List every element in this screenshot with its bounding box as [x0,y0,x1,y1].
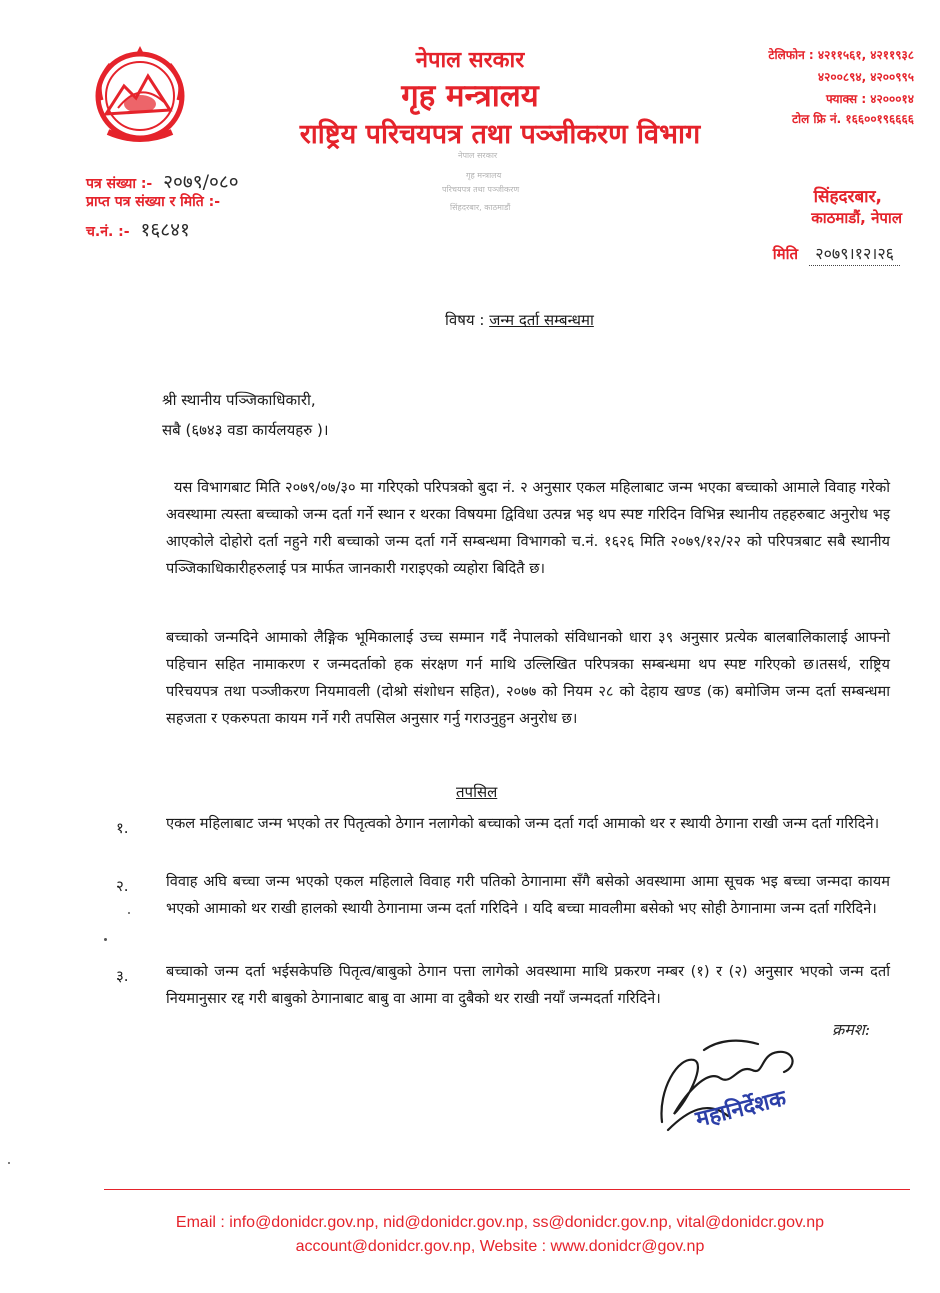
letter-number-label: पत्र संख्या :- [86,176,153,192]
tapasil-heading: तपसिल [456,783,498,801]
ministry-name: गृह मन्त्रालय [401,78,539,114]
scan-speck [104,938,107,941]
recipient-line-2: सबै (६७४३ वडा कार्यलयहरु )। [162,421,329,439]
received-letter-number [86,192,220,211]
fax-number: फ्याक्स : ४२०००१४ [826,92,914,106]
scan-speck [128,912,130,914]
continued-marker: क्रमश: [832,1020,871,1039]
toll-free-number: टोल फ्रि नं. १६६००१९६६६६ [791,112,914,126]
address-line-1: सिंहदरबार, [813,187,882,207]
department-name: राष्ट्रिय परिचयपत्र तथा पञ्जीकरण विभाग [299,119,701,150]
stamp-line-2: गृह मन्त्रालय [466,171,502,180]
letter-number-value: २०७९/०८० [163,171,239,193]
list-item: एकल महिलाबाट जन्म भएको तर पितृत्वको ठेगान नलागेको बच्चाको जन्म दर्ता गर्दा आमाको थर र स्थायी ठेगाना राखी जन्म दर्ता गरिदिने। [166,815,880,832]
telephone-line-2: ४२००८९४, ४२००९९५ [817,70,914,84]
recipient-line-1: श्री स्थानीय पञ्जिकाधिकारी, [162,391,316,409]
stamp-line-4: सिंहदरबार, काठमाडौं [450,203,511,212]
signatory-designation: महानिर्देशक [693,1085,789,1133]
stamp-line-3: परिचयपत्र तथा पञ्जीकरण [442,185,520,194]
dispatch-number-value: १६८४१ [140,219,190,241]
letter-date [773,242,900,264]
footer-divider [104,1189,910,1190]
dispatch-number-label: च.नं. :- [86,224,130,240]
government-name: नेपाल सरकार [415,48,525,73]
footer-website: account@donidcr.gov.np, Website : www.donidcr@gov.np [295,1238,705,1255]
dispatch-number [86,216,190,242]
subject-line [445,310,594,330]
list-item-number: ३. [116,967,129,985]
body-paragraph-1: यस विभागबाट मिति २०७९/०७/३० मा गरिएको परिपत्रको बुदा नं. २ अनुसार एकल महिलाबाट जन्म भएका बच्चाको आमाले विवाह गरेको अवस्थामा त्यस्ता बच्चाको जन्म दर्ता गर्ने स्थान र थरका विषयमा द्विविधा उत्पन्न भइ थप स्पष्ट गरिदिन विभिन्न स्थानीय तहहरुबाट अनुरोध भइ आएकोले दोहोरो दर्ता नहुने गरी बच्चाको जन्म दर्ता गर्ने सम्बन्धमा विभागको च.नं. १६२६ मिति २०७९/१२/२२ को परिपत्रबाट सबै स्थानीय पञ्जिकाधिकारीहरुलाई पत्र मार्फत जानकारी गराइएको व्यहोरा बिदितै छ। [166,479,890,577]
office-stamp [436,144,566,228]
date-label: मिति [772,245,799,263]
scan-speck [8,1162,10,1164]
footer-emails: Email : info@donidcr.gov.np, nid@donidcr.gov.np, ss@donidcr.gov.np, vital@donidcr.gov.np [175,1214,825,1231]
subject-label: विषय : [445,311,485,329]
date-value: २०७९।१२।२६ [809,244,900,266]
list-item: बच्चाको जन्म दर्ता भईसकेपछि पितृत्व/बाबुको ठेगान पत्ता लागेको अवस्थामा माथि प्रकरण नम्बर (१) र (२) अनुसार भएको जन्म दर्ता नियमानुसार रद्द गरी बाबुको ठेगानाबाट बाबु वा आमा वा दुबैको थर राखी नयाँ जन्मदर्ता गरिदिने। [166,963,890,1007]
telephone-line-1: टेलिफोन : ४२११५६१, ४२११९३८ [768,48,914,62]
received-letter-label: प्राप्त पत्र संख्या र मिति :- [86,194,221,210]
stamp-line-1: नेपाल सरकार [458,151,498,160]
list-item-number: १. [116,819,129,837]
body-paragraph-2: बच्चाको जन्मदिने आमाको लैङ्गिक भूमिकालाई उच्च सम्मान गर्दै नेपालको संविधानको धारा ३९ अनुसार प्रत्येक बालबालिकालाई आफ्नो पहिचान सहित नामाकरण र जन्मदर्ताको हक संरक्षण गर्न माथि उल्लिखित परिपत्रका सम्बन्धमा थप स्पष्ट गरिएको छ।तसर्थ, राष्ट्रिय परिचयपत्र तथा पञ्जीकरण नियमावली (दोश्रो संशोधन सहित), २०७७ को नियम २८ को देहाय खण्ड (क) बमोजिम जन्म दर्ता सम्बन्धमा सहजता र एकरुपता कायम गर्ने गरी तपसिल अनुसार गर्नु गराउनुहुन अनुरोध छ। [166,629,890,727]
address-line-2: काठमाडौं, नेपाल [811,209,902,227]
list-item-number: २. [116,877,129,895]
letter-number [86,168,239,194]
subject-text: जन्म दर्ता सम्बन्धमा [489,311,594,329]
list-item: विवाह अघि बच्चा जन्म भएको एकल महिलाले विवाह गरी पतिको ठेगानामा सँगै बसेको अवस्थामा आमा सूचक भइ बच्चा जन्मदा कायम भएको आमाको थर राखी हालको स्थायी ठेगानामा जन्म दर्ता गरिदिने । यदि बच्चा मावलीमा बसेको भए सोही ठेगानामा जन्म दर्ता गरिदिने। [166,873,890,917]
